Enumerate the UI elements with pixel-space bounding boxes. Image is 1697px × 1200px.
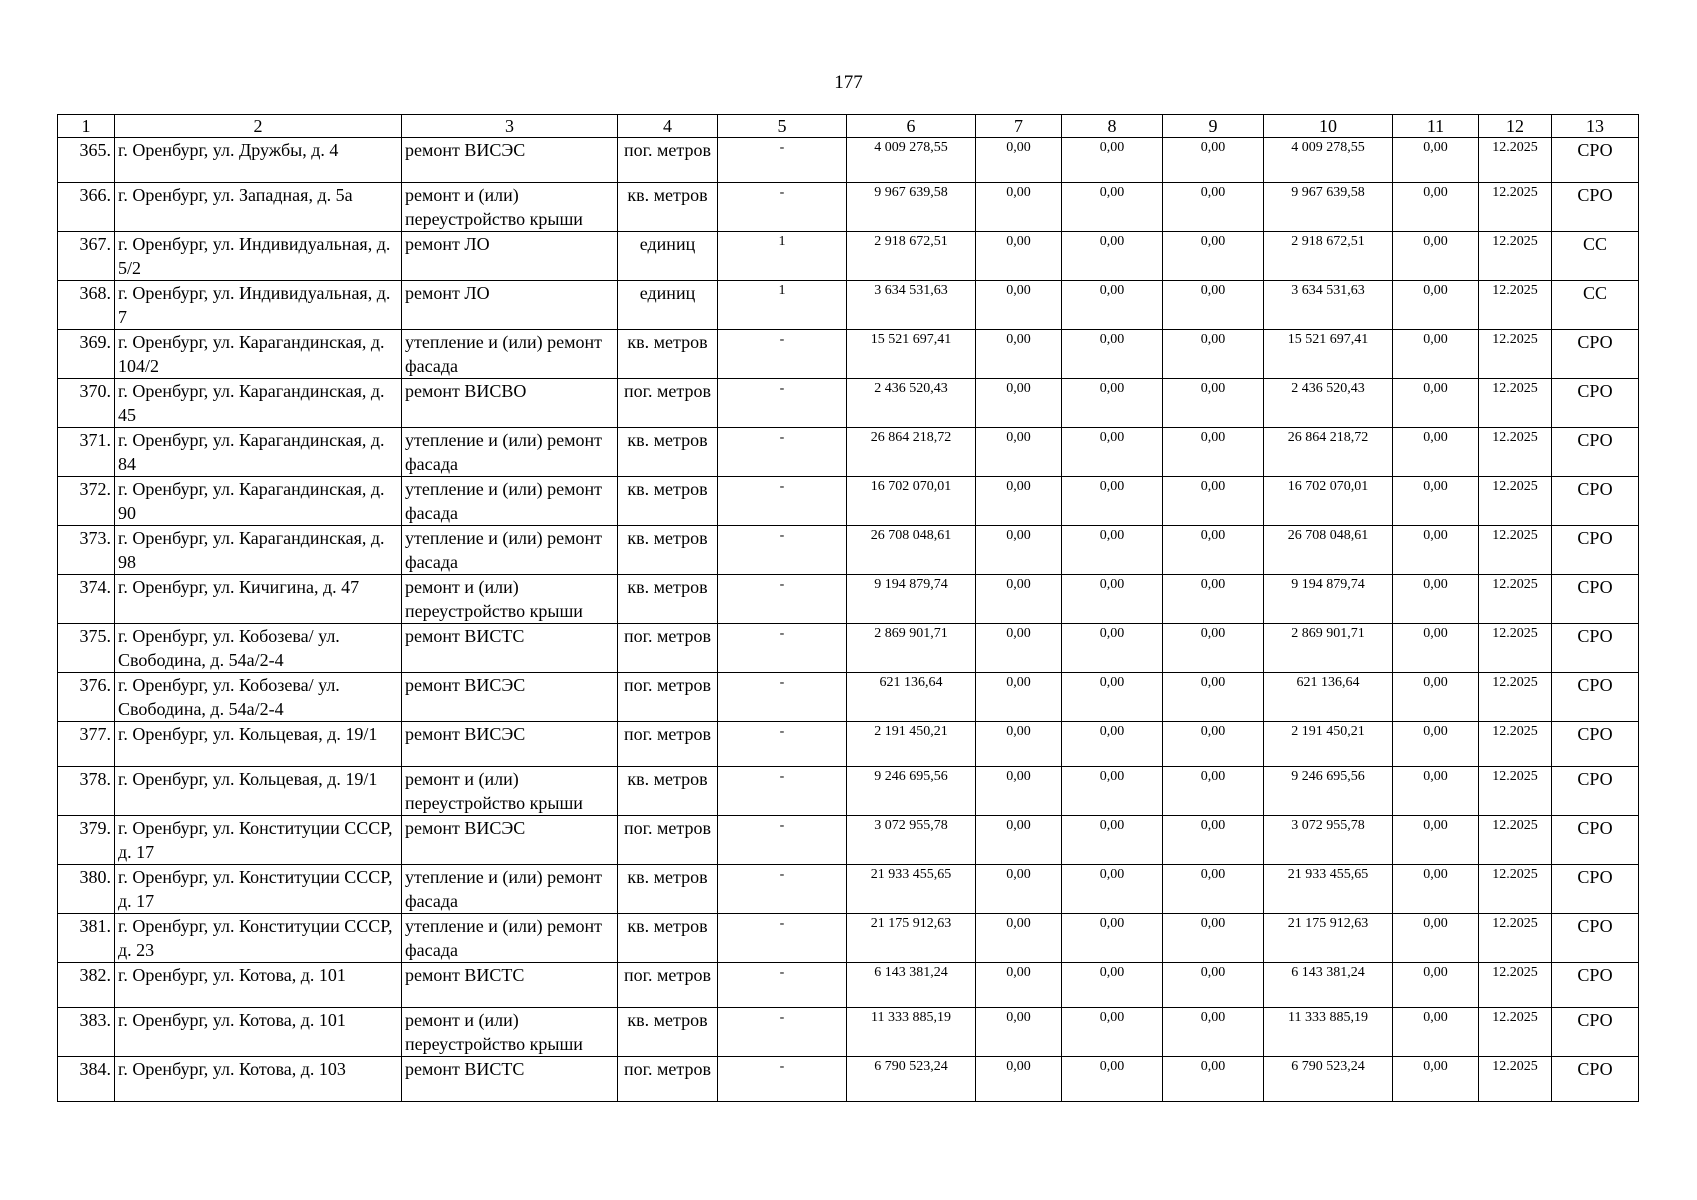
cost-col11-cell: 0,00	[1393, 575, 1479, 624]
cost-col10-cell: 2 869 901,71	[1264, 624, 1393, 673]
cost-col10-cell: 26 708 048,61	[1264, 526, 1393, 575]
cost-col7-cell: 0,00	[976, 624, 1062, 673]
unit-cell: пог. метров	[618, 816, 718, 865]
page-number: 177	[834, 72, 863, 93]
address-cell: г. Оренбург, ул. Кичигина, д. 47	[115, 575, 402, 624]
table-row	[58, 232, 1639, 281]
column-header: 10	[1264, 115, 1393, 138]
column-header: 11	[1393, 115, 1479, 138]
unit-cell: кв. метров	[618, 183, 718, 232]
completion-date-cell: 12.2025	[1479, 624, 1552, 673]
unit-cell: кв. метров	[618, 914, 718, 963]
method-code-cell: СРО	[1552, 914, 1639, 963]
row-number: 381.	[58, 914, 115, 963]
cost-col11-cell: 0,00	[1393, 1008, 1479, 1057]
address-cell: г. Оренбург, ул. Конституции СССР, д. 17	[115, 865, 402, 914]
quantity-cell: -	[718, 865, 847, 914]
unit-cell: кв. метров	[618, 1008, 718, 1057]
cost-col9-cell: 0,00	[1163, 963, 1264, 1008]
cost-col8-cell: 0,00	[1062, 379, 1163, 428]
work-type-cell: ремонт и (или) переустройство крыши	[402, 575, 618, 624]
row-number: 379.	[58, 816, 115, 865]
table-row	[58, 428, 1639, 477]
cost-col7-cell: 0,00	[976, 767, 1062, 816]
completion-date-cell: 12.2025	[1479, 330, 1552, 379]
total-cost-cell: 21 175 912,63	[847, 914, 976, 963]
cost-col7-cell: 0,00	[976, 138, 1062, 183]
total-cost-cell: 11 333 885,19	[847, 1008, 976, 1057]
cost-col11-cell: 0,00	[1393, 477, 1479, 526]
method-code-cell: СРО	[1552, 575, 1639, 624]
repair-schedule-table	[57, 114, 1639, 1102]
cost-col7-cell: 0,00	[976, 722, 1062, 767]
table-row	[58, 722, 1639, 767]
quantity-cell: -	[718, 1008, 847, 1057]
address-cell: г. Оренбург, ул. Карагандинская, д. 84	[115, 428, 402, 477]
cost-col8-cell: 0,00	[1062, 865, 1163, 914]
table-row	[58, 379, 1639, 428]
completion-date-cell: 12.2025	[1479, 1008, 1552, 1057]
cost-col10-cell: 9 246 695,56	[1264, 767, 1393, 816]
work-type-cell: утепление и (или) ремонт фасада	[402, 477, 618, 526]
quantity-cell: -	[718, 526, 847, 575]
quantity-cell: -	[718, 183, 847, 232]
unit-cell: единиц	[618, 232, 718, 281]
cost-col7-cell: 0,00	[976, 379, 1062, 428]
method-code-cell: СРО	[1552, 963, 1639, 1008]
cost-col11-cell: 0,00	[1393, 865, 1479, 914]
method-code-cell: СРО	[1552, 428, 1639, 477]
cost-col8-cell: 0,00	[1062, 1008, 1163, 1057]
total-cost-cell: 26 708 048,61	[847, 526, 976, 575]
cost-col9-cell: 0,00	[1163, 767, 1264, 816]
cost-col7-cell: 0,00	[976, 477, 1062, 526]
table-row	[58, 624, 1639, 673]
method-code-cell: СРО	[1552, 1057, 1639, 1102]
cost-col7-cell: 0,00	[976, 816, 1062, 865]
cost-col8-cell: 0,00	[1062, 914, 1163, 963]
cost-col7-cell: 0,00	[976, 914, 1062, 963]
quantity-cell: -	[718, 963, 847, 1008]
address-cell: г. Оренбург, ул. Карагандинская, д. 104/2	[115, 330, 402, 379]
row-number: 367.	[58, 232, 115, 281]
total-cost-cell: 26 864 218,72	[847, 428, 976, 477]
cost-col7-cell: 0,00	[976, 673, 1062, 722]
table-row	[58, 575, 1639, 624]
cost-col9-cell: 0,00	[1163, 330, 1264, 379]
address-cell: г. Оренбург, ул. Котова, д. 101	[115, 1008, 402, 1057]
quantity-cell: -	[718, 575, 847, 624]
work-type-cell: ремонт ВИСТС	[402, 963, 618, 1008]
cost-col9-cell: 0,00	[1163, 816, 1264, 865]
unit-cell: пог. метров	[618, 624, 718, 673]
cost-col10-cell: 4 009 278,55	[1264, 138, 1393, 183]
cost-col11-cell: 0,00	[1393, 624, 1479, 673]
completion-date-cell: 12.2025	[1479, 138, 1552, 183]
method-code-cell: СРО	[1552, 1008, 1639, 1057]
quantity-cell: -	[718, 624, 847, 673]
cost-col10-cell: 6 790 523,24	[1264, 1057, 1393, 1102]
cost-col8-cell: 0,00	[1062, 673, 1163, 722]
cost-col7-cell: 0,00	[976, 428, 1062, 477]
work-type-cell: ремонт ВИСЭС	[402, 138, 618, 183]
cost-col9-cell: 0,00	[1163, 138, 1264, 183]
address-cell: г. Оренбург, ул. Карагандинская, д. 45	[115, 379, 402, 428]
cost-col10-cell: 2 436 520,43	[1264, 379, 1393, 428]
cost-col11-cell: 0,00	[1393, 281, 1479, 330]
cost-col7-cell: 0,00	[976, 183, 1062, 232]
total-cost-cell: 9 194 879,74	[847, 575, 976, 624]
row-number: 374.	[58, 575, 115, 624]
cost-col11-cell: 0,00	[1393, 963, 1479, 1008]
quantity-cell: -	[718, 767, 847, 816]
quantity-cell: -	[718, 379, 847, 428]
address-cell: г. Оренбург, ул. Котова, д. 101	[115, 963, 402, 1008]
completion-date-cell: 12.2025	[1479, 428, 1552, 477]
cost-col7-cell: 0,00	[976, 1057, 1062, 1102]
completion-date-cell: 12.2025	[1479, 673, 1552, 722]
cost-col10-cell: 15 521 697,41	[1264, 330, 1393, 379]
work-type-cell: ремонт ВИСЭС	[402, 722, 618, 767]
row-number: 377.	[58, 722, 115, 767]
completion-date-cell: 12.2025	[1479, 722, 1552, 767]
cost-col11-cell: 0,00	[1393, 138, 1479, 183]
total-cost-cell: 2 191 450,21	[847, 722, 976, 767]
completion-date-cell: 12.2025	[1479, 865, 1552, 914]
method-code-cell: СРО	[1552, 624, 1639, 673]
address-cell: г. Оренбург, ул. Кобозева/ ул. Свободина, д. 54а/2-4	[115, 624, 402, 673]
address-cell: г. Оренбург, ул. Кольцевая, д. 19/1	[115, 722, 402, 767]
cost-col9-cell: 0,00	[1163, 183, 1264, 232]
column-header: 3	[402, 115, 618, 138]
work-type-cell: утепление и (или) ремонт фасада	[402, 428, 618, 477]
total-cost-cell: 9 967 639,58	[847, 183, 976, 232]
cost-col10-cell: 3 634 531,63	[1264, 281, 1393, 330]
method-code-cell: СС	[1552, 232, 1639, 281]
cost-col10-cell: 621 136,64	[1264, 673, 1393, 722]
method-code-cell: СРО	[1552, 722, 1639, 767]
cost-col9-cell: 0,00	[1163, 526, 1264, 575]
quantity-cell: 1	[718, 281, 847, 330]
completion-date-cell: 12.2025	[1479, 477, 1552, 526]
cost-col8-cell: 0,00	[1062, 624, 1163, 673]
table-row	[58, 865, 1639, 914]
cost-col9-cell: 0,00	[1163, 428, 1264, 477]
column-header: 4	[618, 115, 718, 138]
total-cost-cell: 3 072 955,78	[847, 816, 976, 865]
cost-col7-cell: 0,00	[976, 865, 1062, 914]
address-cell: г. Оренбург, ул. Кобозева/ ул. Свободина, д. 54а/2-4	[115, 673, 402, 722]
table-row	[58, 673, 1639, 722]
cost-col7-cell: 0,00	[976, 575, 1062, 624]
cost-col10-cell: 2 191 450,21	[1264, 722, 1393, 767]
total-cost-cell: 621 136,64	[847, 673, 976, 722]
unit-cell: кв. метров	[618, 526, 718, 575]
unit-cell: кв. метров	[618, 865, 718, 914]
completion-date-cell: 12.2025	[1479, 1057, 1552, 1102]
cost-col9-cell: 0,00	[1163, 379, 1264, 428]
method-code-cell: СРО	[1552, 673, 1639, 722]
table-row	[58, 183, 1639, 232]
total-cost-cell: 6 143 381,24	[847, 963, 976, 1008]
address-cell: г. Оренбург, ул. Конституции СССР, д. 17	[115, 816, 402, 865]
column-header: 2	[115, 115, 402, 138]
cost-col8-cell: 0,00	[1062, 1057, 1163, 1102]
cost-col7-cell: 0,00	[976, 1008, 1062, 1057]
cost-col10-cell: 26 864 218,72	[1264, 428, 1393, 477]
cost-col11-cell: 0,00	[1393, 816, 1479, 865]
unit-cell: пог. метров	[618, 673, 718, 722]
total-cost-cell: 9 246 695,56	[847, 767, 976, 816]
address-cell: г. Оренбург, ул. Индивидуальная, д. 7	[115, 281, 402, 330]
quantity-cell: -	[718, 673, 847, 722]
row-number: 376.	[58, 673, 115, 722]
unit-cell: пог. метров	[618, 138, 718, 183]
work-type-cell: ремонт ЛО	[402, 281, 618, 330]
unit-cell: кв. метров	[618, 575, 718, 624]
table-row	[58, 767, 1639, 816]
method-code-cell: СРО	[1552, 183, 1639, 232]
row-number: 383.	[58, 1008, 115, 1057]
quantity-cell: -	[718, 330, 847, 379]
work-type-cell: утепление и (или) ремонт фасада	[402, 526, 618, 575]
row-number: 375.	[58, 624, 115, 673]
completion-date-cell: 12.2025	[1479, 232, 1552, 281]
cost-col9-cell: 0,00	[1163, 673, 1264, 722]
row-number: 365.	[58, 138, 115, 183]
cost-col10-cell: 21 933 455,65	[1264, 865, 1393, 914]
cost-col9-cell: 0,00	[1163, 1057, 1264, 1102]
cost-col10-cell: 21 175 912,63	[1264, 914, 1393, 963]
unit-cell: кв. метров	[618, 330, 718, 379]
quantity-cell: -	[718, 1057, 847, 1102]
table-row	[58, 138, 1639, 183]
table-row	[58, 477, 1639, 526]
unit-cell: пог. метров	[618, 722, 718, 767]
quantity-cell: -	[718, 722, 847, 767]
completion-date-cell: 12.2025	[1479, 767, 1552, 816]
cost-col10-cell: 6 143 381,24	[1264, 963, 1393, 1008]
total-cost-cell: 16 702 070,01	[847, 477, 976, 526]
cost-col8-cell: 0,00	[1062, 816, 1163, 865]
cost-col10-cell: 9 194 879,74	[1264, 575, 1393, 624]
cost-col11-cell: 0,00	[1393, 330, 1479, 379]
work-type-cell: ремонт ВИСЭС	[402, 816, 618, 865]
cost-col7-cell: 0,00	[976, 526, 1062, 575]
quantity-cell: -	[718, 816, 847, 865]
cost-col11-cell: 0,00	[1393, 767, 1479, 816]
row-number: 380.	[58, 865, 115, 914]
cost-col9-cell: 0,00	[1163, 624, 1264, 673]
method-code-cell: СС	[1552, 281, 1639, 330]
cost-col8-cell: 0,00	[1062, 722, 1163, 767]
cost-col10-cell: 11 333 885,19	[1264, 1008, 1393, 1057]
method-code-cell: СРО	[1552, 816, 1639, 865]
table-row	[58, 1057, 1639, 1102]
unit-cell: пог. метров	[618, 963, 718, 1008]
quantity-cell: -	[718, 428, 847, 477]
work-type-cell: утепление и (или) ремонт фасада	[402, 914, 618, 963]
cost-col8-cell: 0,00	[1062, 183, 1163, 232]
column-header: 7	[976, 115, 1062, 138]
method-code-cell: СРО	[1552, 767, 1639, 816]
column-header: 1	[58, 115, 115, 138]
cost-col11-cell: 0,00	[1393, 232, 1479, 281]
table-row	[58, 914, 1639, 963]
row-number: 366.	[58, 183, 115, 232]
address-cell: г. Оренбург, ул. Карагандинская, д. 90	[115, 477, 402, 526]
cost-col8-cell: 0,00	[1062, 138, 1163, 183]
cost-col10-cell: 9 967 639,58	[1264, 183, 1393, 232]
unit-cell: кв. метров	[618, 767, 718, 816]
cost-col7-cell: 0,00	[976, 281, 1062, 330]
column-header: 13	[1552, 115, 1639, 138]
cost-col8-cell: 0,00	[1062, 477, 1163, 526]
address-cell: г. Оренбург, ул. Западная, д. 5а	[115, 183, 402, 232]
completion-date-cell: 12.2025	[1479, 914, 1552, 963]
completion-date-cell: 12.2025	[1479, 183, 1552, 232]
cost-col8-cell: 0,00	[1062, 767, 1163, 816]
unit-cell: пог. метров	[618, 379, 718, 428]
cost-col10-cell: 16 702 070,01	[1264, 477, 1393, 526]
work-type-cell: ремонт и (или) переустройство крыши	[402, 183, 618, 232]
cost-col9-cell: 0,00	[1163, 1008, 1264, 1057]
cost-col8-cell: 0,00	[1062, 575, 1163, 624]
cost-col8-cell: 0,00	[1062, 963, 1163, 1008]
work-type-cell: ремонт и (или) переустройство крыши	[402, 767, 618, 816]
cost-col11-cell: 0,00	[1393, 722, 1479, 767]
cost-col11-cell: 0,00	[1393, 183, 1479, 232]
cost-col10-cell: 3 072 955,78	[1264, 816, 1393, 865]
method-code-cell: СРО	[1552, 379, 1639, 428]
cost-col9-cell: 0,00	[1163, 914, 1264, 963]
completion-date-cell: 12.2025	[1479, 575, 1552, 624]
table-row	[58, 816, 1639, 865]
row-number: 382.	[58, 963, 115, 1008]
cost-col10-cell: 2 918 672,51	[1264, 232, 1393, 281]
quantity-cell: -	[718, 477, 847, 526]
work-type-cell: ремонт ВИСВО	[402, 379, 618, 428]
row-number: 384.	[58, 1057, 115, 1102]
column-header: 6	[847, 115, 976, 138]
cost-col9-cell: 0,00	[1163, 575, 1264, 624]
work-type-cell: ремонт ВИСТС	[402, 624, 618, 673]
cost-col11-cell: 0,00	[1393, 379, 1479, 428]
completion-date-cell: 12.2025	[1479, 379, 1552, 428]
total-cost-cell: 4 009 278,55	[847, 138, 976, 183]
method-code-cell: СРО	[1552, 477, 1639, 526]
unit-cell: кв. метров	[618, 477, 718, 526]
address-cell: г. Оренбург, ул. Конституции СССР, д. 23	[115, 914, 402, 963]
method-code-cell: СРО	[1552, 138, 1639, 183]
address-cell: г. Оренбург, ул. Карагандинская, д. 98	[115, 526, 402, 575]
row-number: 378.	[58, 767, 115, 816]
total-cost-cell: 2 869 901,71	[847, 624, 976, 673]
cost-col9-cell: 0,00	[1163, 865, 1264, 914]
table-row	[58, 281, 1639, 330]
column-header: 8	[1062, 115, 1163, 138]
cost-col11-cell: 0,00	[1393, 1057, 1479, 1102]
completion-date-cell: 12.2025	[1479, 281, 1552, 330]
row-number: 369.	[58, 330, 115, 379]
column-header: 5	[718, 115, 847, 138]
row-number: 373.	[58, 526, 115, 575]
cost-col9-cell: 0,00	[1163, 477, 1264, 526]
quantity-cell: -	[718, 914, 847, 963]
row-number: 372.	[58, 477, 115, 526]
cost-col9-cell: 0,00	[1163, 281, 1264, 330]
work-type-cell: ремонт и (или) переустройство крыши	[402, 1008, 618, 1057]
table-row	[58, 330, 1639, 379]
row-number: 371.	[58, 428, 115, 477]
total-cost-cell: 3 634 531,63	[847, 281, 976, 330]
completion-date-cell: 12.2025	[1479, 526, 1552, 575]
total-cost-cell: 21 933 455,65	[847, 865, 976, 914]
address-cell: г. Оренбург, ул. Индивидуальная, д. 5/2	[115, 232, 402, 281]
row-number: 370.	[58, 379, 115, 428]
work-type-cell: ремонт ВИСТС	[402, 1057, 618, 1102]
cost-col11-cell: 0,00	[1393, 526, 1479, 575]
cost-col8-cell: 0,00	[1062, 281, 1163, 330]
completion-date-cell: 12.2025	[1479, 816, 1552, 865]
cost-col8-cell: 0,00	[1062, 526, 1163, 575]
work-type-cell: ремонт ЛО	[402, 232, 618, 281]
column-header: 12	[1479, 115, 1552, 138]
row-number: 368.	[58, 281, 115, 330]
cost-col8-cell: 0,00	[1062, 428, 1163, 477]
address-cell: г. Оренбург, ул. Котова, д. 103	[115, 1057, 402, 1102]
total-cost-cell: 2 918 672,51	[847, 232, 976, 281]
cost-col11-cell: 0,00	[1393, 428, 1479, 477]
cost-col8-cell: 0,00	[1062, 330, 1163, 379]
cost-col9-cell: 0,00	[1163, 232, 1264, 281]
method-code-cell: СРО	[1552, 330, 1639, 379]
table-header-row	[58, 115, 1639, 138]
unit-cell: единиц	[618, 281, 718, 330]
table-row	[58, 1008, 1639, 1057]
total-cost-cell: 15 521 697,41	[847, 330, 976, 379]
method-code-cell: СРО	[1552, 865, 1639, 914]
cost-col9-cell: 0,00	[1163, 722, 1264, 767]
quantity-cell: -	[718, 138, 847, 183]
address-cell: г. Оренбург, ул. Дружбы, д. 4	[115, 138, 402, 183]
column-header: 9	[1163, 115, 1264, 138]
total-cost-cell: 2 436 520,43	[847, 379, 976, 428]
total-cost-cell: 6 790 523,24	[847, 1057, 976, 1102]
cost-col11-cell: 0,00	[1393, 914, 1479, 963]
work-type-cell: утепление и (или) ремонт фасада	[402, 865, 618, 914]
table-row	[58, 526, 1639, 575]
cost-col7-cell: 0,00	[976, 232, 1062, 281]
unit-cell: пог. метров	[618, 1057, 718, 1102]
completion-date-cell: 12.2025	[1479, 963, 1552, 1008]
table-row	[58, 963, 1639, 1008]
cost-col8-cell: 0,00	[1062, 232, 1163, 281]
unit-cell: кв. метров	[618, 428, 718, 477]
cost-col7-cell: 0,00	[976, 330, 1062, 379]
cost-col11-cell: 0,00	[1393, 673, 1479, 722]
work-type-cell: ремонт ВИСЭС	[402, 673, 618, 722]
cost-col7-cell: 0,00	[976, 963, 1062, 1008]
address-cell: г. Оренбург, ул. Кольцевая, д. 19/1	[115, 767, 402, 816]
quantity-cell: 1	[718, 232, 847, 281]
work-type-cell: утепление и (или) ремонт фасада	[402, 330, 618, 379]
method-code-cell: СРО	[1552, 526, 1639, 575]
